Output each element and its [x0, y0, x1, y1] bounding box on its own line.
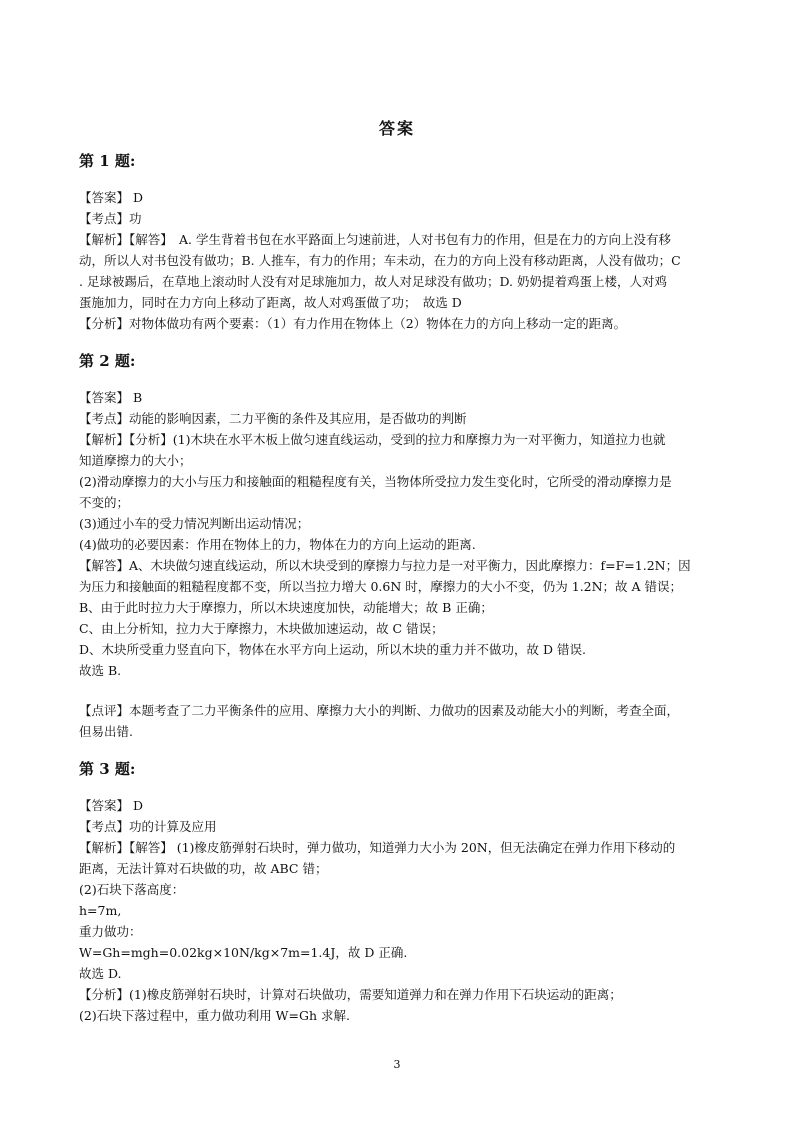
q2-solution-line: B、由于此时拉力大于摩擦力，所以木块速度加快，动能增大；故 B 正确； [79, 600, 493, 615]
q1-analysis-line: 动，所以人对书包没有做功；B. 人推车，有力的作用；车未动，在力的方向上没有移动距离，人没有做功；C [79, 253, 681, 268]
q3-keypoint: 【考点】功的计算及应用 [79, 819, 217, 834]
q3-summary-line: (2)石块下落过程中，重力做功利用 W=Gh 求解. [79, 1008, 350, 1023]
q2-keypoint: 【考点】动能的影响因素，二力平衡的条件及其应用，是否做功的判断 [79, 411, 467, 426]
q3-choice: 故选 D. [79, 966, 122, 981]
q1-analysis-line: 蛋施加力，同时在力方向上移动了距离，故人对鸡蛋做了功； 故选 D [79, 295, 462, 310]
page-number: 3 [393, 1058, 401, 1071]
q2-comment-line: 【点评】本题考查了二力平衡条件的应用、摩擦力大小的判断、力做功的因素及动能大小的判断，考查全面， [79, 703, 680, 718]
q1-analysis-line: . 足球被踢后，在草地上滚动时人没有对足球施加力，故人对足球没有做功；D. 奶奶提着鸡蛋上楼，人对鸡 [79, 274, 667, 289]
q1-answer: 【答案】 D [79, 190, 143, 205]
q2-choice: 故选 B. [79, 663, 122, 678]
q3-analysis-line: (2)石块下落高度： [79, 882, 185, 897]
page-title: 答案 [378, 119, 415, 138]
q2-analysis-line: 【解析】【分析】(1)木块在水平木板上做匀速直线运动，受到的拉力和摩擦力为一对平衡力，知道拉力也就 [79, 432, 666, 447]
q3-analysis-line: W=Gh=mgh=0.02kg×10N/kg×7m=1.4J，故 D 正确. [79, 945, 408, 960]
q2-answer: 【答案】 B [79, 390, 143, 405]
q3-analysis-line: 【解析】【解答】 (1)橡皮筋弹射石块时，弹力做功，知道弹力大小为 20N，但无法确定在弹力作用下移动的 [79, 840, 676, 855]
q3-analysis-line: 重力做功： [79, 924, 142, 939]
q2-analysis-line: (4)做功的必要因素：作用在物体上的力，物体在力的方向上运动的距离. [79, 537, 476, 552]
q2-solution-line: 为压力和接触面的粗糙程度都不变，所以当拉力增大 0.6N 时，摩擦力的大小不变，仍为 1.2N；故 A 错误； [79, 579, 683, 594]
q3-answer: 【答案】 D [79, 798, 143, 813]
question-3-heading: 第 3 题: [79, 760, 136, 778]
q2-solution-line: D、木块所受重力竖直向下，物体在水平方向上运动，所以木块的重力并不做功，故 D 错误. [79, 642, 586, 657]
question-1-heading: 第 1 题: [79, 152, 136, 170]
q3-analysis-line: h=7m, [79, 903, 122, 918]
q3-summary-line: 【分析】(1)橡皮筋弹射石块时，计算对石块做功，需要知道弹力和在弹力作用下石块运动的距离； [79, 987, 622, 1002]
q1-keypoint: 【考点】功 [79, 211, 142, 226]
q1-analysis-line: 【解析】【解答】 A. 学生背着书包在水平路面上匀速前进，人对书包有力的作用，但是在力的方向上没有移 [79, 232, 671, 247]
q2-analysis-line: (2)滑动摩擦力的大小与压力和接触面的粗糙程度有关，当物体所受拉力发生变化时，它所受的滑动摩擦力是 [79, 474, 672, 489]
q2-analysis-line: (3)通过小车的受力情况判断出运动情况； [79, 516, 310, 531]
q2-analysis-line: 不变的； [79, 495, 130, 510]
q3-analysis-line: 距离，无法计算对石块做的功，故 ABC 错； [79, 861, 328, 876]
q2-solution-line: 【解答】A、木块做匀速直线运动，所以木块受到的摩擦力与拉力是一对平衡力，因此摩擦力：f=F=1.2N；因 [79, 558, 691, 573]
question-2-heading: 第 2 题: [79, 352, 136, 370]
q2-solution-line: C、由上分析知，拉力大于摩擦力，木块做加速运动，故 C 错误； [79, 621, 444, 636]
q2-analysis-line: 知道摩擦力的大小； [79, 453, 192, 468]
q2-comment-line: 但易出错. [79, 724, 133, 739]
q1-summary: 【分析】对物体做功有两个要素：（1）有力作用在物体上（2）物体在力的方向上移动一定的距离。 [79, 316, 627, 331]
